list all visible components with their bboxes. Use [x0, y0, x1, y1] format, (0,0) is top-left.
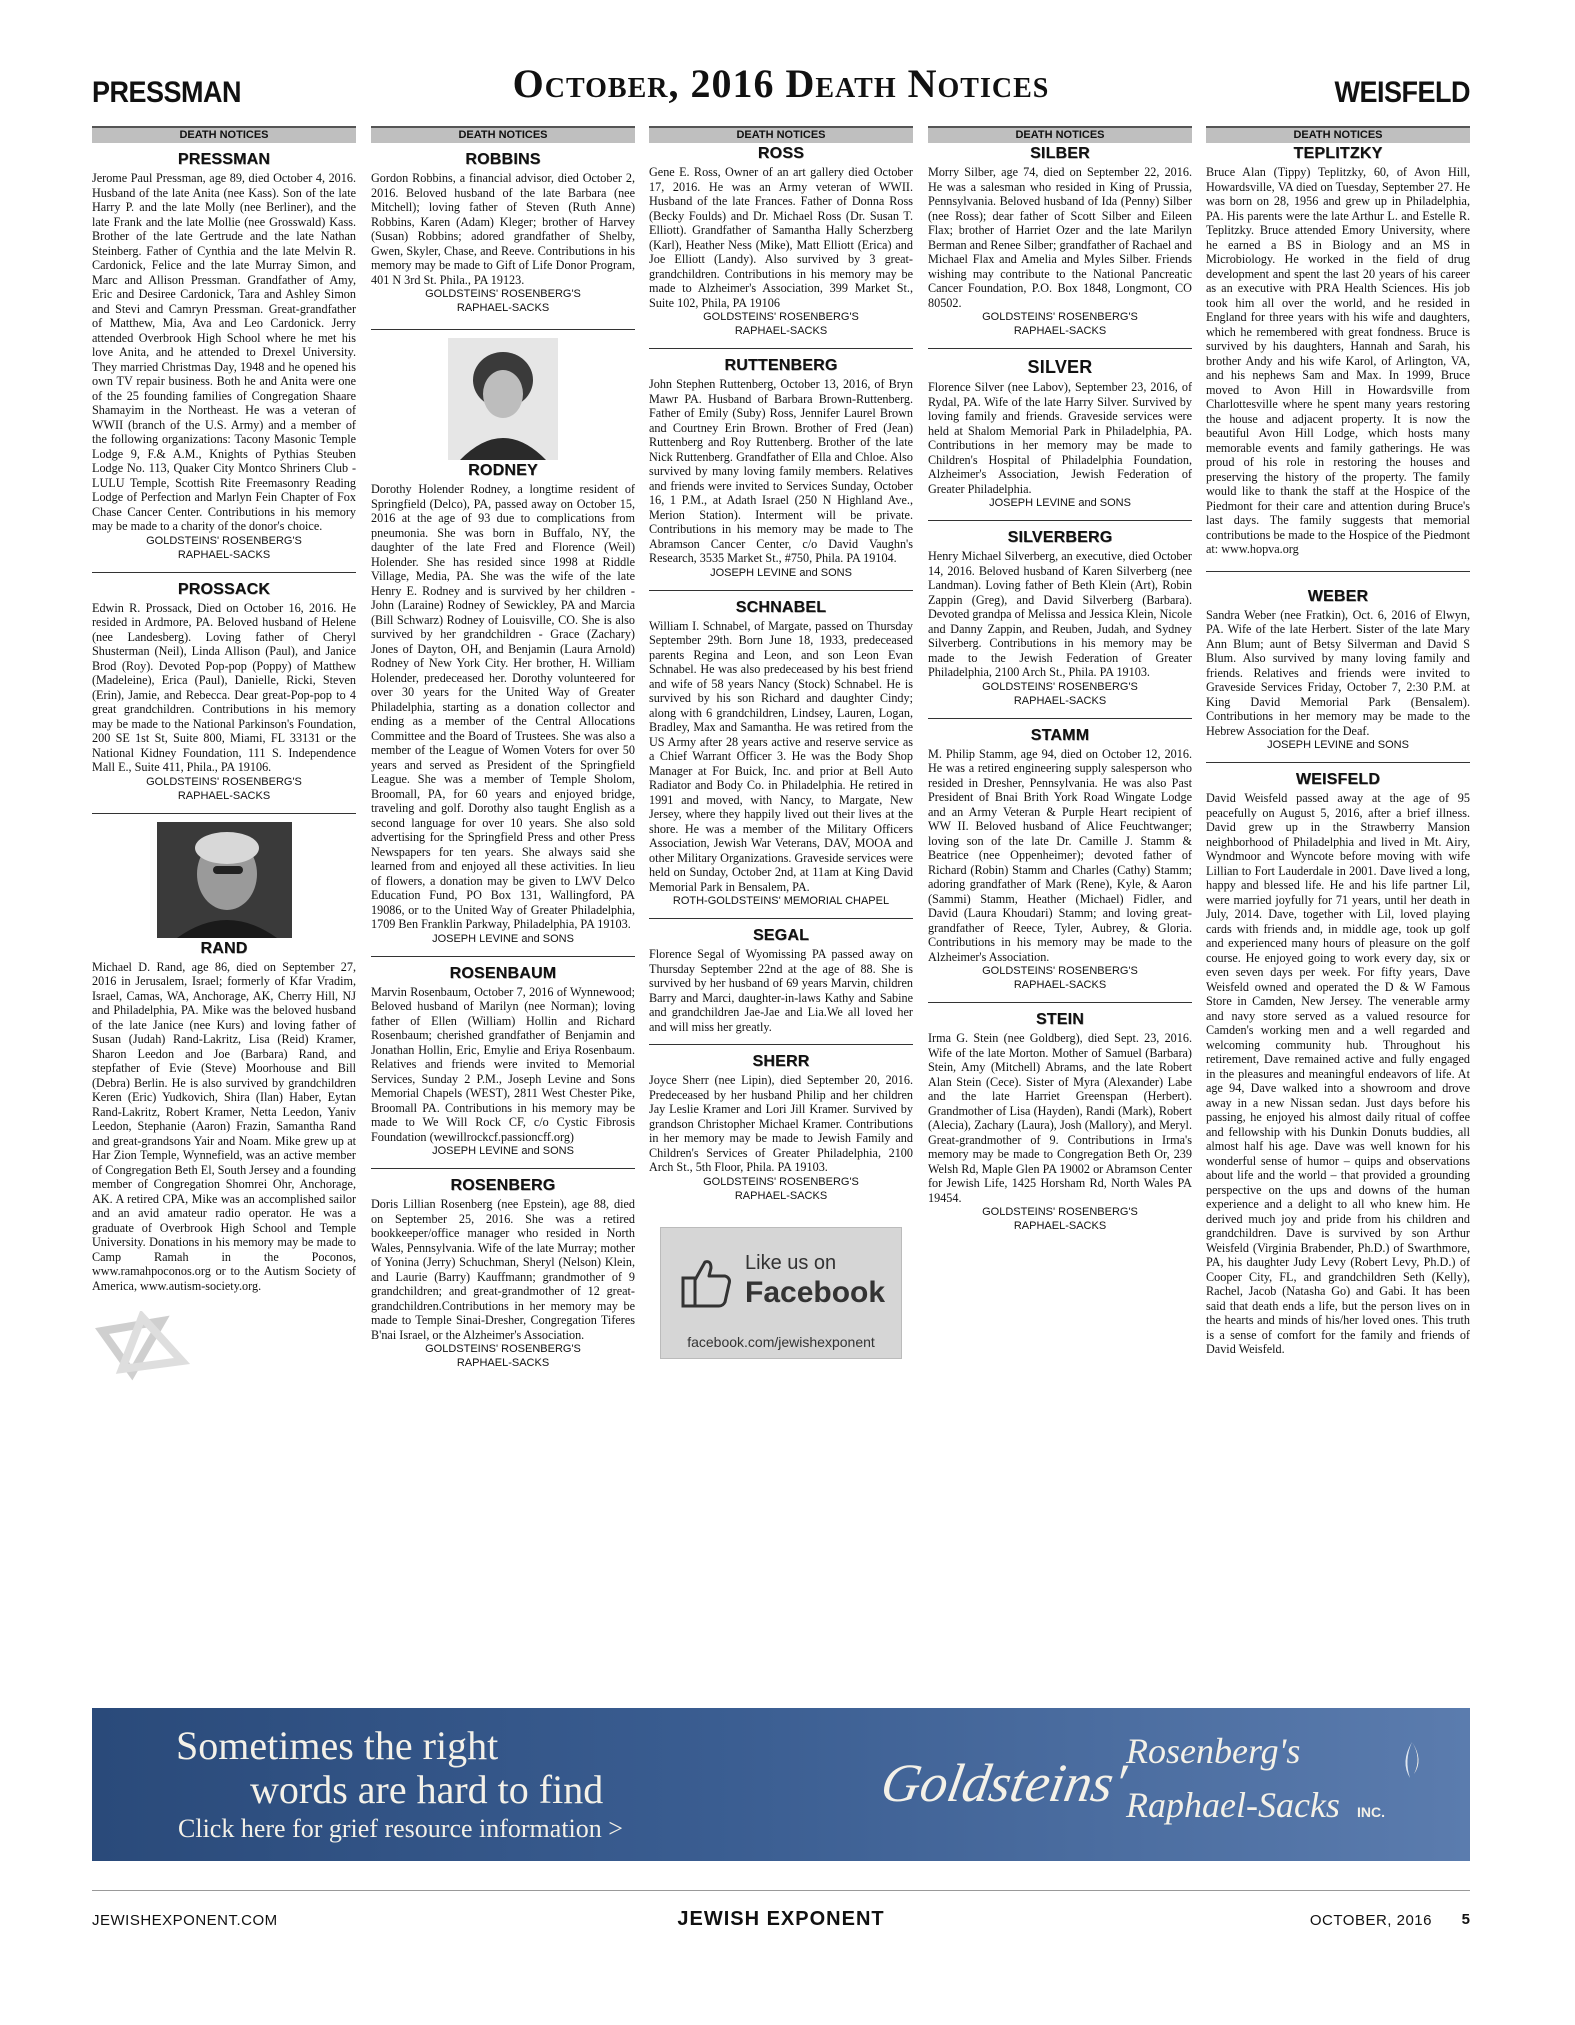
notice-name: SILVERBERG [1007, 529, 1113, 546]
notice-name: TEPLITZKY [1293, 145, 1383, 162]
notice-body: Morry Silber, age 74, died on September 22, 2016. He was a salesman who resided in King of Prussia, Pennsylvania. Beloved husband of Ida (Penny) Silber (nee Ross); dear father of Scott Silber and Eileen Flax; brother of Harriet Ozer and the late Marilyn Berman and Renee Silber; grandfather of Rachael and Michael Flax and Amelia and Myles Silber. Friends wishing may contribute to the National Pancreatic Cancer Foundation, P.O. Box 1848, Longmont, CO 80502. [928, 165, 1192, 310]
divider [649, 348, 913, 349]
funeral-home: GOLDSTEINS' ROSENBERG'S [425, 288, 581, 300]
notice-name: SILVER [1027, 357, 1093, 377]
facebook-promo[interactable] [660, 1227, 902, 1359]
notice-name: RUTTENBERG [724, 357, 838, 374]
notice-rand [92, 822, 356, 1294]
notice-stein [928, 1011, 1192, 1233]
ad-cta-link[interactable]: Click here for grief resource information > [178, 1814, 623, 1843]
notice-rosenbaum [371, 965, 635, 1159]
divider [371, 1168, 635, 1169]
footer-divider [92, 1890, 1470, 1891]
notice-body: John Stephen Ruttenberg, October 13, 2016, of Bryn Mawr PA. Husband of Barbara Brown-Ruttenberg. Father of Emily (Suby) Ross, Jennifer Laurel Brown and Courtney Erin Brown. Brother of Fred (Jean) Ruttenberg and Roy Ruttenberg. Brother of the late Nick Ruttenberg. Grandfather of Ella and Chloe. Also survived by many loving family members. Relatives and friends were invited to Services Sunday, October 16, 1 P.M., at Adath Israel (250 N Highland Ave., Merion Station). Interment will be private. Contributions in his memory may be made to The Abramson Cancer Center, c/o David Vaughn's Research, 3535 Market St., #750, Phila. PA 19104. [649, 377, 913, 565]
funeral-home: GOLDSTEINS' ROSENBERG'S [146, 534, 302, 547]
column-band: DEATH NOTICES [1206, 126, 1470, 143]
page-footer [92, 1908, 1470, 1934]
notice-name: SHERR [752, 1053, 810, 1070]
column-4 [928, 126, 1192, 1686]
notice-name: PRESSMAN [177, 151, 271, 168]
divider [92, 572, 356, 573]
notice-body: Florence Silver (nee Labov), September 23, 2016, of Rydal, PA. Wife of the late Harry Silver. Survived by loving family and friends. Graveside services were held at Shalom Memorial Park in Philadelphia, PA. Contributions in her memory may be made to Children's Hospital of Philadelphia Foundation, Alzheimer's Association, Jewish Federation of Greater Philadelphia. [928, 380, 1192, 496]
notice-name: SCHNABEL [735, 598, 827, 616]
notice-body: Sandra Weber (nee Fratkin), Oct. 6, 2016 of Elwyn, PA. Wife of the late Herbert. Sister of the late Mary Ann Blum; aunt of Betsy Silverman and David S Blum. Also survived by many loving family and friends. Relatives and friends were invited to Graveside Services Friday, October 7, 2:30 P.M. at King David Memorial Park (Bensalem). Contributions in her memory may be made to the Hebrew Association for the Deaf. [1206, 607, 1470, 738]
ad-headline-1: Sometimes the right [176, 1723, 499, 1768]
funeral-home: RAPHAEL-SACKS [734, 325, 828, 337]
notice-name: SILBER [1030, 145, 1090, 162]
funeral-home: RAPHAEL-SACKS [177, 789, 271, 802]
column-band: DEATH NOTICES [928, 126, 1192, 143]
notice-body: Bruce Alan (Tippy) Teplitzky, 60, of Avon Hill, Howardsville, VA died on Tuesday, September 27. He was born on 28, 1956 and grew up in Philadelphia, PA. His parents were the late Arthur L. and Estelle R. Teplitzky. Bruce attended Emory University, where he earned a BS in Biology and an MS in Microbiology. He worked in the field of drug development and spent the last 20 years of his career as an executive with PRA Health Sciences. His job took him all over the world, and he resided in England for three years with his wife and daughters, which he remembered with great fondness. Bruce is survived by his daughters, Hannah and Sarah, his brother Andy and his wife Karol, of Arlington, VA, and his nephews Sam and Max. In 1999, Bruce moved to Avon Hill in Howardsville from Charlottesville where he spent many years restoring the house and adjacent property. It is now the beautiful Avon Hill Lodge, which hosts many memorable events and family gatherings. He was proud of his role in restoring the houses and preserving the history of the property. The family would like to thank the staff at the Hospice of the Piedmont for their care and attention during Bruce's last days. The family suggests that memorial contributions be made to the Hospice of the Piedmont at: www.hopva.org [1206, 165, 1470, 556]
notice-body: Michael D. Rand, age 86, died on September 27, 2016 in Jerusalem, Israel; formerly of Kfar Vradim, Israel, Camas, WA, Anchorage, AK, Cherry Hill, NJ and Philadelphia, PA. Mike was the beloved husband of the late Janice (nee Kurs) and loving father of Susan (Judah) Rand-Lakritz, Lisa (Reid) Kramer, Sharon Leedon and Joe (Barbara) Rand, and stepfather of Evie (Steve) Moorhouse and Bill (Debra) Berlin. He is also survived by grandchildren Keren (Eric) Yudkovich, Shira (Ilan) Haber, Eytan Rand-Lakritz, Robert Kramer, Netta Leedon, Yaniv Leedon, Stephanie (Aaron) Frazin, Samantha Rand and great-grandsons Yair and Noam. Mike grew up at Har Zion Temple, Wynnefield, was an active member of Congregation Beth El, South Jersey and a founding member of Congregation Shomrei Ohr, Anchorage, AK. A retired CPA, Mike was an accomplished sailor and an avid amateur radio operator. He was a graduate of Overbrook High School and Temple University. Donations in his memory may be made to Camp Ramah in the Poconos, www.ramahpoconos.org or to the Autism Society of America, www.autism-society.org. [92, 959, 356, 1293]
column-band: DEATH NOTICES [92, 126, 356, 143]
funeral-home: ROTH-GOLDSTEINS' MEMORIAL CHAPEL [672, 895, 890, 907]
notice-name: STEIN [1035, 1011, 1085, 1028]
funeral-home: JOSEPH LEVINE and SONS [432, 932, 574, 945]
divider [649, 918, 913, 919]
notice-name: RODNEY [468, 462, 538, 479]
funeral-home: RAPHAEL-SACKS [734, 1189, 828, 1202]
notice-ruttenberg [649, 357, 913, 580]
notice-name: ROBBINS [465, 151, 541, 168]
notice-name: ROSS [757, 145, 805, 162]
divider [92, 813, 356, 814]
ad-logo-raphael-sacks: Raphael-Sacks [1126, 1785, 1340, 1825]
notice-body: Marvin Rosenbaum, October 7, 2016 of Wynnewood; Beloved husband of Marilyn (nee Norman); loving father of Ellen (William) Hollin and Richard Rosenbaum; cherished grandfather of Benjamin and Jonathan Hollin, Eric, Emylie and Eriya Rosenbaum. Relatives and friends were invited to Memorial Services, Sunday 2 P.M., Joseph Levine and Sons Memorial Chapels (WEST), 2811 West Chester Pike, Broomall PA. Contributions in his memory may be made to We Will Rock CF, c/o Cystic Fibrosis Foundation (wewillrockcf.passioncff.org) [371, 984, 635, 1144]
notice-silver [928, 357, 1192, 510]
notice-body: Henry Michael Silverberg, an executive, died October 14, 2016. Beloved husband of Karen Silverberg (nee Landman). Loving father of Beth Klein (Art), Robin Zappin (Greg), and David Silverberg (Barbara). Devoted grandpa of Melissa and Jessica Klein, Nicole and Danny Zappin, and Reuben, Judah, and Sydney Silverberg. Contributions in his memory may be made to the Jewish Federation of Greater Philadelphia, 2100 Arch St., Phila. PA 19103. [928, 549, 1192, 679]
footer-publication-name: JEWISH EXPONENT [677, 1908, 885, 1930]
funeral-home: RAPHAEL-SACKS [1013, 1220, 1107, 1232]
notice-body: Doris Lillian Rosenberg (nee Epstein), age 88, died on September 25, 2016. She was a retired bookkeeper/office manager who resided in North Wales, Pennsylvania. Wife of the late Murray; mother of Yonina (Jerry) Schuchman, Sheryl (Nelson) Klein, and Laurie (Barry) Kauffmann; grandmother of 9 grandchildren; and great-grandmother of 12 great-grandchildren.Contributions in her memory may be made to Temple Sinai-Dresher, Congregation Tiferes B'nai Israel, or the Alzheimer's Association. [371, 1197, 635, 1342]
page-header [92, 60, 1470, 112]
divider [928, 520, 1192, 521]
grief-resource-ad-banner[interactable] [92, 1708, 1470, 1861]
thumbs-up-icon [679, 1254, 735, 1310]
notice-ross [649, 145, 913, 338]
notice-body: Gordon Robbins, a financial advisor, died October 2, 2016. Beloved husband of the late Barbara (nee Mitchell); loving father of Steven (Ruth Anne) Robbins, Karen (Adam) Kleger; brother of Harvey (Susan) Robbins; adored grandfather of Shelby, Gwen, Skyler, Chase, and Reeve. Contributions in his memory may be made to Gift of Life Donor Program, 401 N 3rd St. Phila., PA 19123. [371, 171, 635, 287]
notice-silverberg [928, 529, 1192, 708]
notice-segal [649, 927, 913, 1034]
page-number: 5 [1461, 1911, 1470, 1928]
ad-logo-inc: INC. [1357, 1804, 1385, 1820]
notices-columns [92, 126, 1470, 1686]
notice-body: M. Philip Stamm, age 94, died on October 12, 2016. He was a retired engineering supply salesperson who resided in Dresher, Pennsylvania. He was also Past President of Bnai Brith York Road Wingate Lodge and an Army Veteran & Purple Heart recipient of WW II. Beloved husband of Alice Feuchtwanger; loving son of the late Dr. Camille J. Stamm & Beatrice (nee Oppenheimer); devoted father of Richard (Robin) Stamm and Charles (Cathy) Stamm; adoring grandfather of Mark (Rene), Kyle, & Aaron (Sammi) Stamm, Heather (Michael) Fidler, and David (Laura Khoudari) Stamm; and loving great-grandfather of Reece, Tyler, Aubrey, & Gloria. Contributions in his memory may be made to the Alzheimer's Association. [928, 746, 1192, 964]
notice-name: ROSENBAUM [449, 964, 557, 982]
funeral-home: GOLDSTEINS' ROSENBERG'S [425, 1343, 581, 1355]
notice-weisfeld [1206, 771, 1470, 1357]
divider [371, 956, 635, 957]
notice-body: Joyce Sherr (nee Lipin), died September 20, 2016. Predeceased by her husband Philip and her children Jay Leslie Kramer and Lori Jill Kramer. Survived by grandson Christopher Michael Kramer. Contributions in her memory may be made to Jewish Family and Children's Services of Greater Philadelphia, 2100 Arch St., 5th Floor, Phila. PA 19103. [649, 1073, 913, 1174]
divider [1206, 571, 1470, 572]
funeral-home: RAPHAEL-SACKS [456, 302, 550, 314]
funeral-home: GOLDSTEINS' ROSENBERG'S [146, 775, 302, 788]
notice-name: SEGAL [752, 927, 810, 944]
column-2 [371, 126, 635, 1686]
notice-schnabel [649, 599, 913, 909]
notice-sherr [649, 1053, 913, 1203]
notice-body: Florence Segal of Wyomissing PA passed away on Thursday September 22nd at the age of 88. She is survived by her husband of 69 years Marvin, children Barry and Marci, daughter-in-laws Kathy and Sabine and grandchildren Jae-Jae and Lia.We all loved her and will miss her greatly. [649, 947, 913, 1034]
ad-headline-2: words are hard to find [250, 1767, 604, 1812]
portrait-photo-rand [157, 822, 292, 938]
facebook-url[interactable]: facebook.com/jewishexponent [687, 1333, 875, 1350]
facebook-brand: Facebook [745, 1275, 886, 1309]
notice-weber [1206, 588, 1470, 753]
funeral-home: GOLDSTEINS' ROSENBERG'S [703, 1175, 859, 1188]
ad-logo-rosenbergs: Rosenberg's [1126, 1731, 1301, 1771]
notice-name: WEISFELD [1295, 771, 1381, 788]
notice-stamm [928, 727, 1192, 993]
notice-rosenberg [371, 1177, 635, 1370]
funeral-home: JOSEPH LEVINE and SONS [1267, 739, 1409, 751]
funeral-home: RAPHAEL-SACKS [456, 1357, 550, 1369]
header-right-name: WEISFELD [1334, 75, 1470, 109]
notice-robbins [371, 151, 635, 315]
funeral-home: RAPHAEL-SACKS [1013, 694, 1107, 707]
notice-prossack [92, 581, 356, 803]
ad-logo-goldsteins: Goldsteins' [876, 1753, 1130, 1813]
notice-name: ROSENBERG [450, 1177, 556, 1194]
notice-silber [928, 145, 1192, 338]
funeral-home: GOLDSTEINS' ROSENBERG'S [982, 1206, 1138, 1218]
funeral-home: GOLDSTEINS' ROSENBERG'S [982, 680, 1138, 693]
footer-date: OCTOBER, 2016 [1309, 1912, 1432, 1929]
candle-flame-icon [1392, 1738, 1432, 1798]
funeral-home: JOSEPH LEVINE and SONS [989, 497, 1131, 509]
column-3 [649, 126, 913, 1686]
funeral-home: GOLDSTEINS' ROSENBERG'S [982, 311, 1138, 323]
notice-body: Edwin R. Prossack, Died on October 16, 2016. He resided in Ardmore, PA. Beloved husband of Helene (nee Landesberg). Loving father of Cheryl Shusterman (Neil), Linda Allison (Paul), and Janice Brod (Roy). Devoted Pop-pop (Poppy) of Matthew (Madeleine), Erica (Paul), Danielle, Ricki, Steven (Erin), Jamie, and Rebecca. Dear great-Pop-pop to 4 great grandchildren. Contributions in his memory may be made to the National Parkinson's Foundation, 200 SE 1st St, Suite 800, Miami, FL 33131 or the National Kidney Foundation, 111 S. Independence Mall E., Suite 411, Phila., PA 19106. [92, 600, 356, 774]
column-band: DEATH NOTICES [649, 126, 913, 143]
funeral-home: JOSEPH LEVINE and SONS [710, 566, 852, 579]
funeral-home: GOLDSTEINS' ROSENBERG'S [703, 311, 859, 323]
notice-name: PROSSACK [177, 580, 271, 598]
notice-body: William I. Schnabel, of Margate, passed on Thursday September 29th. Born June 18, 1933, predeceased parents Regina and Leon, and son Leon Evan Schnabel. He was also predeceased by his best friend and wife of 58 years Nancy (Stock) Schnabel. He is survived by his son Richard and daughter Cindy; along with 6 grandchildren, Lindsey, Lauren, Logan, Bradley, Max and Samantha. He was retired from the US Army after 28 years active and reserve service as a Chief Warrant Officer 3. He was the Body Shop Manager at For Buick, Inc. and prior at Bell Auto Radiator and Body Co. in Philadelphia. He retired in 1991 and moved, with Nancy, to Margate, New Jersey, where they happily lived out their lives at the shore. He was a member of the Military Officers Association, Jewish War Veterans, DAV, MOOA and other Military Organizations. Graveside services were held on Sunday, October 2nd, at 11am at King David Memorial Park in Bensalem, PA. [649, 618, 913, 894]
footer-website: JEWISHEXPONENT.COM [92, 1912, 278, 1929]
notice-rodney [371, 338, 635, 946]
header-left-name: PRESSMAN [92, 75, 242, 109]
page-title: October, 2016 Death Notices [512, 61, 1050, 106]
divider [649, 590, 913, 591]
notice-body: Jerome Paul Pressman, age 89, died October 4, 2016. Husband of the late Anita (nee Kass). Son of the late Harry P. and the late Molly (nee Berliner), and the late Frank and the late Mollie (nee Grosswald) Kass. Brother of the late Gertrude and the late Nathan Steinberg. Father of Cynthia and the late Melvin R. Cardonick, Felice and the late Murray Simon, and Marc and Allison Pressman. Grandfather of Amy, Eric and Desiree Cardonick, Tara and Ashley Simon and Stevi and Camryn Pressman. Great-grandfather of Matthew, Mia, Ava and Leo Cardonick. Jerry attended Overbrook High School where he met his love Anita, and he attended to Drexel University. They married Christmas Day, 1948 and he opened his own TV repair business. Both he and Anita were one of the 25 founding families of Congregation Shaare Shamayim in the Northeast. He was a veteran of WWII (branch of the U.S. Army) and a member of the following organizations: Tacony Masonic Temple Lodge 9, F.& A.M., Knights of Pythias Steuben Lodge No. 113, Quaker City Montco Shriners Club - LULU Temple, Scottish Rite Freemasonry Reading Lodge of Perfection and Marlyn Fein Chapter of Fox Chase Cancer Center. Contributions in his memory may be made to a charity of the donor's choice. [92, 171, 356, 533]
column-5 [1206, 126, 1470, 1686]
divider [649, 1044, 913, 1045]
notice-pressman [92, 151, 356, 562]
notice-name: RAND [200, 939, 248, 957]
divider [371, 329, 635, 330]
facebook-like-text: Like us on [745, 1251, 837, 1274]
notice-body: Irma G. Stein (nee Goldberg), died Sept. 23, 2016. Wife of the late Morton. Mother of Samuel (Barbara) Stein, Amy (Mitchell) Abrams, and the late Robert Alan Stein (Cece). Sister of Myra (Alexander) Labe and the late Harriet Greenspan (Herbert). Grandmother of Lisa (Hayden), Randi (Mark), Robert (Alecia), Zachary (Laura), Josh (Mallory), and Meryl. Great-grandmother of 9. Contributions in Irma's memory may be made to Congregation Beth Or, 239 Welsh Rd, Maple Glen PA 19002 or Abramson Center for Jewish Life, 1425 Horsham Rd, North Wales PA 19454. [928, 1031, 1192, 1205]
funeral-home: GOLDSTEINS' ROSENBERG'S [982, 965, 1138, 977]
funeral-home: RAPHAEL-SACKS [177, 548, 271, 561]
column-1 [92, 126, 356, 1686]
funeral-home: RAPHAEL-SACKS [1013, 979, 1107, 991]
facebook-like-box [675, 1248, 887, 1318]
notice-body: Dorothy Holender Rodney, a longtime resident of Springfield (Delco), PA, passed away on October 15, 2016 at the age of 93 due to complications from pneumonia. She was born in Buffalo, NY, the daughter of the late Fred and Florence (Weil) Holender. She has resided since 1998 at Riddle Village, Media, PA. She was the wife of the late Henry E. Rodney and is survived by her children - John (Laraine) Rodney of Sewickley, PA and Marcia (Bill Schwarz) Rodney of Louisville, CO. She is also survived by her grandchildren - Grace (Zachary) Jones of Dayton, OH, and Benjamin (Laura Arnold) Rodney of New York City. Her brother, H. William Holender, predeceased her. Dorothy volunteered for over 30 years for the United Way of Greater Philadelphia, starting as a donation collector and ending as a member of the Central Allocations Committee and the Board of Trustees. She was also a member of the League of Women Voters for over 50 years and served as President of the Springfield League. She was a member of Temple Sholom, Broomall, PA, for 60 years and enjoyed bridge, traveling and golf. Dorothy also taught English as a second language for over 10 years. She also sold advertising for the Springfield Press and other Press Newspapers for ten years. She always said she learned from and enjoyed all these activities. In lieu of flowers, a donation may be given to LWV Delco Education Fund, PO Box 131, Wallingford, PA 19086, or to the United Way of Greater Philadelphia, 1709 Ben Franklin Parkway, Philadelphia, PA 19103. [371, 482, 635, 931]
notice-name: WEBER [1307, 587, 1369, 605]
divider [928, 718, 1192, 719]
portrait-photo-rodney [448, 338, 558, 460]
notice-body: David Weisfeld passed away at the age of 95 peacefully on August 5, 2016, after a brief illness. David grew up in the Strawberry Mansion neighborhood of Philadelphia and lived in Mt. Airy, Wyndmoor and Wyncote before moving with wife Lillian to Fort Lauderdale in 2001. Dave lived a long, happy and blessed life. He and his life partner Lil, were married joyfully for 71 years, until her death in July, 2014. Dave, together with Lil, loved playing cards with friends and, in middle age, took up golf and experienced many hours of pleasure on the golf course. He enjoyed going to work every day, six or even seven days per week. For fifty years, Dave Weisfeld owned and operated the D & W Famous Store in Camden, New Jersey. The venerable army and navy store served as a valued resource for Camden's working men and a well regarded and welcoming community hub. Throughout his retirement, Dave remained active and fully engaged in the pleasures and meaningful endeavors of life. At age 94, Dave walked into a showroom and drove away in a new Nissan sedan. Just days before his passing, he enjoyed his almost daily ritual of coffee and fellowship with his Dunkin Donuts buddies, all almost half his age. Dave was well known for his wonderful sense of humor – quips and observations about life and the world – that provided a grounding perspective on the ups and downs of the human experience and a delight to all who knew him. He derived much joy and pride from his children and grandchildren. Dave is survived by son Arthur Weisfeld (Virginia Brabender, Ph.D.) of Swarthmore, PA, his daughter Judy Levy (Robert Levy, Ph.D.) of Cooper City, FL, and grandchildren Seth (Kelly), Rachel, Jacob (Natasha Go) and Gabi. It has been said that death ends a life, but the person lives on in the hearts and minds of his/her loved ones. This truth is a sense of comfort for the family and friends of David Weisfeld. [1206, 791, 1470, 1356]
notice-body: Gene E. Ross, Owner of an art gallery died October 17, 2016. He was an Army veteran of WWII. Husband of the late Frances. Father of Donna Ross (Becky Foulds) and Dr. Michael Ross (Dr. Susan T. Elliott). Grandfather of Samantha Hally Scherzberg (Karl), Heather Ness (Mike), Matt Elliott (Erica) and Joe Elliott (Landy). Also survived by 3 great-grandchildren. Contributions in his memory may be made to Alzheimer's Association, 399 Market St., Suite 102, Phila, PA 19106 [649, 165, 913, 310]
funeral-home: RAPHAEL-SACKS [1013, 325, 1107, 337]
notice-teplitzky [1206, 145, 1470, 557]
divider [928, 348, 1192, 349]
notice-name: STAMM [1030, 726, 1090, 744]
funeral-home: JOSEPH LEVINE and SONS [432, 1145, 574, 1157]
star-of-david-icon [92, 1311, 202, 1381]
column-band: DEATH NOTICES [371, 126, 635, 143]
divider [928, 1002, 1192, 1003]
divider [1206, 762, 1470, 763]
